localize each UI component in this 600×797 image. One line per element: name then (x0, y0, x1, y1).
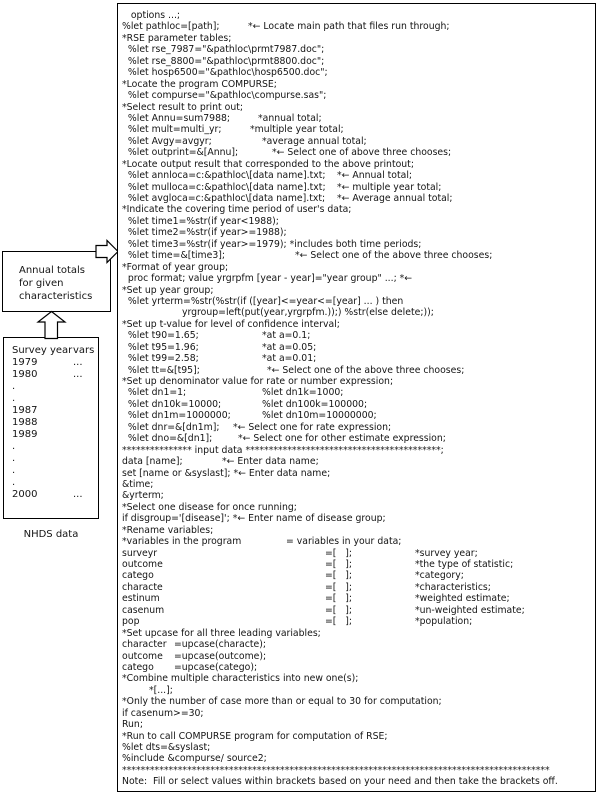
code-line: *Set upcase for all three leading variables; (122, 627, 321, 639)
code-line: *Set up t-value for level of confidence interval; (122, 318, 340, 330)
code-line: yrgroup=left(put(year,yrgrpfm.));) %str(else delete;)); (182, 307, 434, 319)
code-line: pop =[ ]; *population; (122, 616, 473, 628)
code-line: set [name or &syslast]; *← Enter data name; (122, 467, 331, 479)
code-line: data [name]; *← Enter data name; (122, 456, 319, 468)
code-line: *Format of year group; (122, 261, 229, 273)
code-line: %let dn10k=10000; %let dn100k=100000; (122, 398, 368, 410)
code-line: %let rse_8800="&pathloc\prmt8800.doc"; (122, 55, 325, 67)
code-line: outcome =upcase(outcome); (122, 650, 267, 662)
code-line: %let Annu=sum7988; *annual total; (122, 112, 322, 124)
code-line: %let t95=1.96; *at a=0.05; (122, 341, 317, 353)
code-line: %let tt=&[t95]; *← Select one of the above three chooses; (122, 364, 465, 376)
code-line: %let dnr=&[dn1m]; *← Select one for rate expression; (122, 421, 392, 433)
code-line: casenum =[ ]; *un-weighted estimate; (122, 604, 525, 616)
code-line: characte =[ ]; *characteristics; (122, 581, 491, 593)
code-line: %let time2=%str(if year>=1988); (122, 227, 287, 239)
code-line: Note: Fill or select values within brackets based on your need and then take the brackets off. (122, 776, 558, 788)
code-line: %let dts=&syslast; (122, 742, 211, 753)
code-line: *Combine multiple characteristics into new one(s); (122, 673, 359, 685)
code-line: %include &compurse/ source2; (122, 753, 267, 765)
code-line: *Select one disease for once running; (122, 501, 297, 513)
code-line: options ...; (122, 10, 181, 21)
survey-row: . (12, 393, 16, 404)
survey-row: 2000 ... (12, 489, 83, 500)
code-line: catego =upcase(catego); (122, 661, 258, 673)
code-line: %let hosp6500="&pathloc\hosp6500.doc"; (122, 67, 328, 79)
nhds-data-caption: NHDS data (23, 529, 79, 540)
code-line: *[...]; (149, 684, 173, 696)
code-line: %let Avgy=avgyr; *average annual total; (122, 135, 367, 147)
code-line: %let t99=2.58; *at a=0.01; (122, 353, 317, 365)
code-line: &time; (122, 478, 154, 490)
code-line: %let pathloc=[path]; *← Locate main path that files run through; (122, 21, 450, 33)
code-line: %let time1=%str(if year<1988); (122, 215, 279, 227)
survey-row: . (12, 477, 16, 488)
flow-arrow-up-icon (35, 309, 69, 340)
annual-box-text-line: characteristics (19, 291, 93, 302)
code-line: surveyr =[ ]; *survey year; (122, 547, 478, 559)
code-line: if casenum>=30; (122, 707, 204, 719)
code-line: *RSE parameter tables; (122, 32, 232, 44)
code-line: character =upcase(characte); (122, 639, 267, 651)
code-line: *Indicate the covering time period of user's data; (122, 204, 352, 216)
code-line: *Select result to print out; (122, 101, 243, 113)
survey-row: . (12, 465, 16, 476)
code-line: *Only the number of case more than or equal to 30 for computation; (122, 696, 442, 708)
survey-row: . (12, 381, 16, 392)
code-line: Run; (122, 719, 143, 731)
code-line: estinum =[ ]; *weighted estimate; (122, 593, 510, 605)
survey-row: 1988 (12, 417, 38, 428)
code-line: *Rename variables; (122, 524, 214, 536)
code-line: *Set up denominator value for rate or number expression; (122, 376, 394, 387)
code-line: %let annloca=c:&pathloc\[data name].txt; *← Annual total; (122, 170, 413, 182)
code-line: %let outprint=&[Annu]; *← Select one of above three chooses; (122, 147, 452, 159)
code-line: outcome =[ ]; *the type of statistic; (122, 559, 514, 570)
annual-box-text-line: for given (19, 278, 64, 289)
survey-row: 1979 ... (12, 357, 83, 368)
code-line: %let dn1m=1000000; %let dn10m=10000000; (122, 410, 377, 422)
survey-data-box (3, 337, 99, 519)
code-line: *Run to call COMPURSE program for computation of RSE; (122, 730, 388, 742)
code-line: *************** input data ******************************************; (122, 444, 444, 456)
code-line: %let t90=1.65; *at a=0.1; (122, 330, 311, 342)
code-line: %let dn1=1; %let dn1k=1000; (122, 387, 344, 399)
code-line: *Locate output result that corresponded to the above printout; (122, 158, 414, 170)
code-line: &yrterm; (122, 490, 164, 502)
code-line: catego =[ ]; *category; (122, 570, 464, 582)
code-line: %let rse_7987="&pathloc\prmt7987.doc"; (122, 44, 325, 56)
code-line: if disgroup='[disease]'; *← Enter name of disease group; (122, 513, 386, 525)
annual-box-text-line: Annual totals (19, 265, 86, 276)
code-line: *Set up year group; (122, 284, 214, 296)
survey-row: Survey year vars (12, 345, 95, 356)
code-listing-box (117, 3, 596, 792)
code-line: %let compurse="&pathloc\compurse.sas"; (122, 90, 327, 102)
survey-row: 1989 (12, 429, 38, 440)
code-line: %let avgloca=c:&pathloc\[data name].txt; *← Average annual total; (122, 193, 453, 204)
code-line: %let mulloca=c:&pathloc\[data name].txt; *← multiple year total; (122, 181, 442, 193)
survey-row: 1987 (12, 405, 38, 416)
survey-row: . (12, 441, 16, 452)
code-line: %let time3=%str(if year>=1979); *includes both time periods; (122, 238, 422, 250)
survey-row: 1980 ... (12, 369, 83, 380)
code-line: proc format; value yrgrpfm [year - year]="year group" ...; *← (122, 273, 413, 285)
survey-row: . (12, 453, 16, 464)
code-line: %let dno=&[dn1]; *← Select one for other estimate expression; (122, 433, 446, 445)
code-line: %let yrterm=%str(%str(if ([year]<=year<=[year] ... ) then (122, 295, 404, 307)
code-line: ******************************************************************************************** (122, 764, 550, 776)
code-line: *variables in the program = variables in your data; (122, 536, 402, 548)
code-line: %let time=&[time3]; *← Select one of the above three chooses; (122, 250, 493, 262)
code-line: *Locate the program COMPURSE; (122, 78, 277, 90)
code-line: %let mult=multi_yr; *multiple year total; (122, 124, 344, 136)
